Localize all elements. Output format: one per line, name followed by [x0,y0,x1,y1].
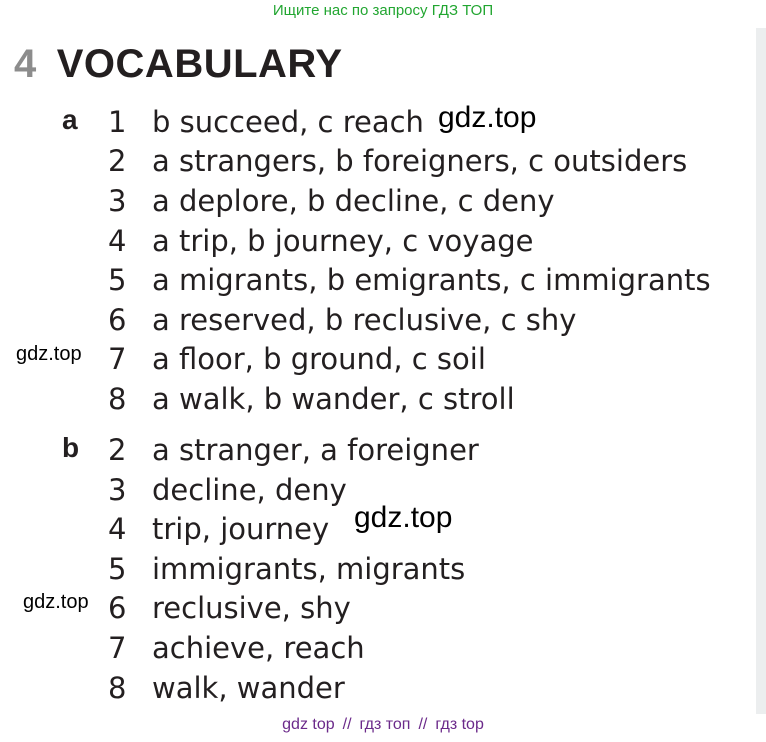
answer-row [108,182,555,220]
page-title [14,42,343,87]
item-text: a walk, b wander, c stroll [152,382,515,416]
item-number: 8 [108,382,127,416]
item-number: 6 [108,303,127,337]
item-number: 6 [108,591,127,625]
item-number: 2 [108,433,127,467]
answer-row [108,222,533,260]
section-number: 4 [14,42,37,86]
answer-row [108,431,479,469]
item-number: 3 [108,473,127,507]
footer-link[interactable]: гдз top [435,716,484,733]
answer-row [108,589,351,627]
item-text: immigrants, migrants [152,552,466,586]
answer-row [108,261,711,299]
item-number: 7 [108,631,127,665]
item-number: 3 [108,184,127,218]
item-text: trip, journey [152,512,330,546]
item-text: a stranger, a foreigner [152,433,479,467]
answer-row [108,669,345,707]
watermark: gdz.top [23,591,89,613]
item-text: achieve, reach [152,631,365,665]
answer-row [108,471,347,509]
item-number: 1 [108,105,127,139]
search-hint-link[interactable]: Ищите нас по запросу ГДЗ ТОП [272,2,494,19]
scrollbar-track[interactable] [756,28,766,714]
item-number: 5 [108,552,127,586]
answer-row [108,340,486,378]
part-b-label: b [62,432,80,463]
answer-row [108,142,687,180]
section-title: VOCABULARY [56,42,343,86]
part-a-label: a [62,104,78,135]
item-text: a trip, b journey, c voyage [152,224,534,258]
item-text: b succeed, c reach [152,105,424,139]
item-number: 5 [108,263,127,297]
item-number: 4 [108,512,127,546]
answer-row [108,629,365,667]
item-number: 2 [108,144,127,178]
item-text: a deplore, b decline, c deny [152,184,555,218]
item-number: 4 [108,224,127,258]
item-number: 8 [108,671,127,705]
item-text: a floor, b ground, c soil [152,342,486,376]
footer-link[interactable]: gdz top [282,716,335,733]
item-text: a strangers, b foreigners, c outsiders [152,144,688,178]
footer-separator: // [418,716,428,733]
answer-row [108,510,329,548]
footer-link[interactable]: гдз топ [359,716,411,733]
answer-row [108,301,576,339]
item-text: decline, deny [152,473,347,507]
footer-separator: // [342,716,352,733]
watermark: gdz.top [354,501,453,534]
answer-row [108,380,515,418]
answer-row [108,550,465,588]
item-text: walk, wander [152,671,345,705]
watermark: gdz.top [438,101,537,134]
watermark: gdz.top [16,343,82,365]
item-number: 7 [108,342,127,376]
footer-links [0,716,766,734]
item-text: reclusive, shy [152,591,351,625]
answer-row [108,103,424,141]
item-text: a migrants, b emigrants, c immigrants [152,263,711,297]
item-text: a reserved, b reclusive, c shy [152,303,577,337]
